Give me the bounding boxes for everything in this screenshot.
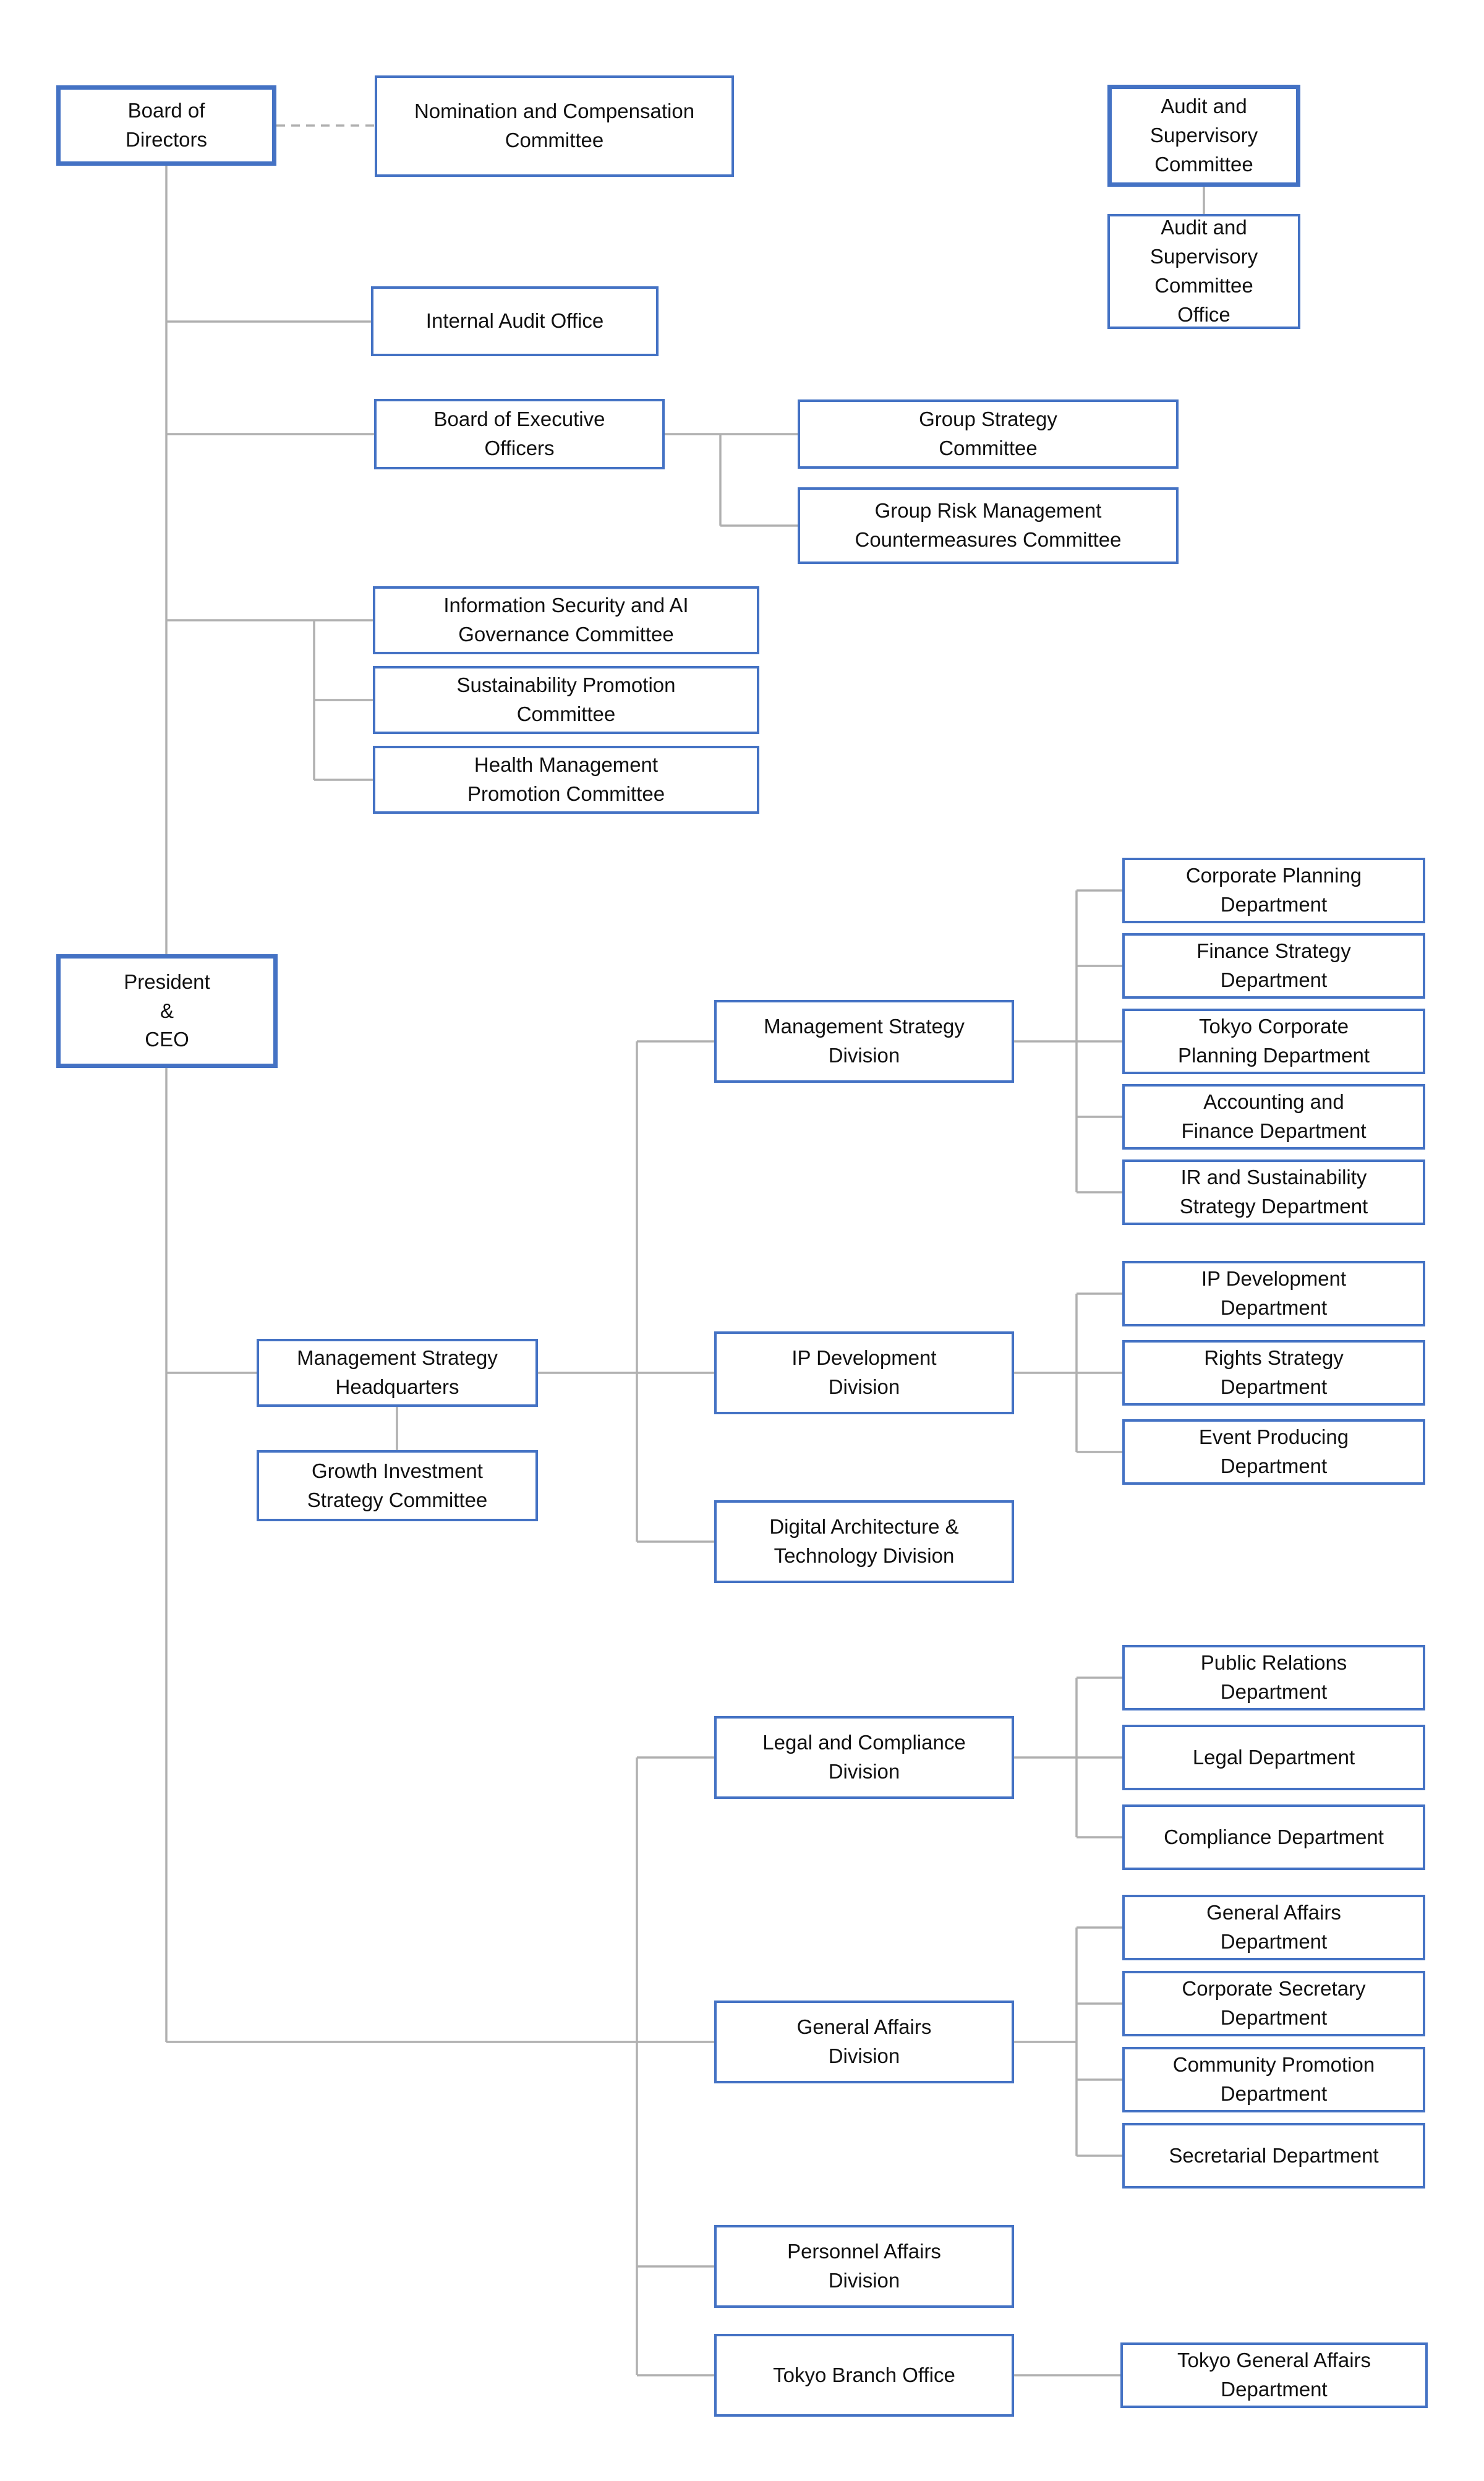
community-promotion-department [1122, 2047, 1425, 2112]
audit-and-supervisory-committee [1107, 85, 1300, 187]
node-label: President & CEO [124, 970, 210, 1051]
node-label: Sustainability Promotion Committee [456, 673, 676, 725]
digital-architecture-and-technology-division [714, 1500, 1014, 1583]
general-affairs-division [714, 2001, 1014, 2083]
node-label: Internal Audit Office [425, 309, 604, 333]
node-label: IP Development Department [1201, 1267, 1347, 1319]
information-security-and-ai-governance-committee [373, 586, 759, 654]
node-label: IR and Sustainability Strategy Department [1179, 1166, 1368, 1218]
ir-and-sustainability-strategy-department [1122, 1159, 1425, 1225]
node-label: IP Development Division [791, 1346, 937, 1398]
node-label: Community Promotion Department [1172, 2053, 1375, 2105]
node-label: Health Management Promotion Committee [467, 753, 665, 805]
node-label: Tokyo Branch Office [773, 2363, 955, 2386]
finance-strategy-department [1122, 933, 1425, 999]
legal-and-compliance-division [714, 1716, 1014, 1799]
tokyo-corporate-planning-department [1122, 1009, 1425, 1074]
board-of-executive-officers [374, 399, 665, 469]
node-label: Audit and Supervisory Committee Office [1149, 216, 1258, 326]
corporate-secretary-department [1122, 1971, 1425, 2036]
node-label: Board of Directors [125, 99, 208, 151]
node-label: Tokyo General Affairs Department [1177, 2349, 1371, 2401]
sustainability-promotion-committee [373, 666, 759, 734]
node-label: Growth Investment Strategy Committee [307, 1459, 488, 1511]
node-label: Corporate Planning Department [1185, 864, 1362, 916]
compliance-department [1122, 1804, 1425, 1870]
node-label: Management Strategy Division [764, 1015, 965, 1067]
node-label: Management Strategy Headquarters [297, 1346, 498, 1398]
node-label: Information Security and AI Governance Committee [443, 594, 689, 646]
node-label: Finance Strategy Department [1196, 939, 1351, 991]
node-label: Legal and Compliance Division [762, 1731, 966, 1783]
tokyo-branch-office [714, 2334, 1014, 2417]
node-label: Personnel Affairs Division [787, 2240, 941, 2292]
node-label: Nomination and Compensation Committee [414, 100, 695, 152]
public-relations-department [1122, 1645, 1425, 1710]
internal-audit-office [371, 286, 659, 356]
node-label: Tokyo Corporate Planning Department [1177, 1015, 1370, 1067]
node-label: Compliance Department [1164, 1825, 1384, 1848]
health-management-promotion-committee [373, 746, 759, 814]
accounting-and-finance-department [1122, 1084, 1425, 1150]
ip-development-division [714, 1331, 1014, 1414]
management-strategy-headquarters [257, 1339, 538, 1407]
audit-and-supervisory-committee-office [1107, 214, 1300, 329]
general-affairs-department [1122, 1895, 1425, 1960]
event-producing-department [1122, 1419, 1425, 1485]
node-label: General Affairs Division [796, 2015, 932, 2067]
node-label: Legal Department [1192, 1745, 1355, 1769]
node-label: Digital Architecture & Technology Division [769, 1515, 959, 1567]
node-label: Audit and Supervisory Committee [1149, 95, 1258, 176]
president-and-ceo [56, 954, 278, 1068]
ip-development-department [1122, 1261, 1425, 1326]
tokyo-general-affairs-department [1120, 2342, 1428, 2408]
group-strategy-committee [798, 399, 1179, 469]
node-label: Corporate Secretary Department [1182, 1977, 1366, 2029]
node-label: General Affairs Department [1206, 1901, 1341, 1953]
node-label: Accounting and Finance Department [1181, 1090, 1367, 1142]
node-label: Event Producing Department [1198, 1425, 1349, 1477]
secretarial-department [1122, 2123, 1425, 2188]
node-label: Board of Executive Officers [433, 408, 605, 459]
node-label: Secretarial Department [1169, 2143, 1379, 2167]
management-strategy-division [714, 1000, 1014, 1083]
node-label: Group Strategy Committee [919, 408, 1057, 459]
personnel-affairs-division [714, 2225, 1014, 2308]
group-risk-management-countermeasures-committee [798, 487, 1179, 564]
growth-investment-strategy-committee [257, 1450, 538, 1521]
rights-strategy-department [1122, 1340, 1425, 1406]
board-of-directors [56, 85, 276, 166]
legal-department [1122, 1725, 1425, 1790]
node-label: Public Relations Department [1200, 1651, 1347, 1703]
nomination-and-compensation-committee [375, 75, 734, 177]
corporate-planning-department [1122, 858, 1425, 923]
node-label: Group Risk Management Countermeasures Committee [855, 499, 1122, 551]
node-label: Rights Strategy Department [1204, 1346, 1344, 1398]
